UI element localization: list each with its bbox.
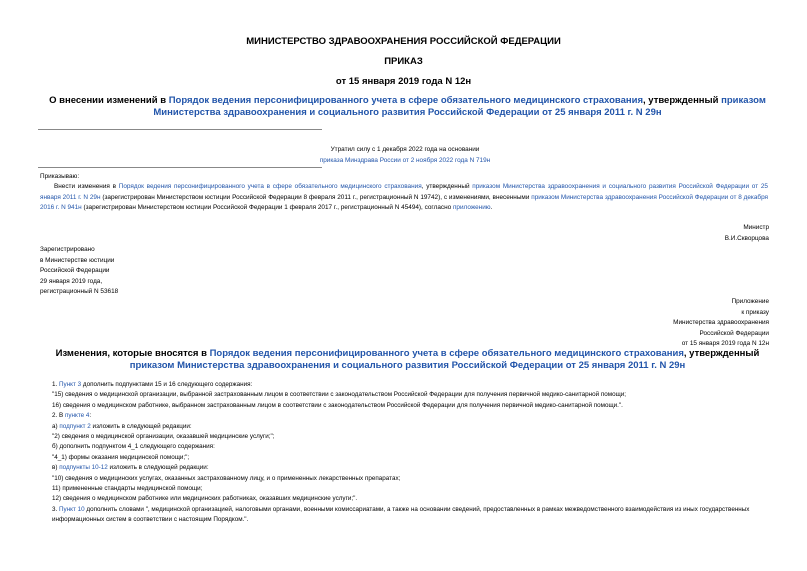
order-title bbox=[40, 95, 775, 119]
registration-line-2: в Министерстве юстиции bbox=[40, 256, 115, 264]
list-item: "10) сведения о медицинских услугах, оказанных застрахованному лицу, и о примененных лекарственных препаратах; bbox=[52, 474, 401, 482]
order-paragraph bbox=[40, 182, 768, 214]
paragraph-link-procedure[interactable]: Порядок ведения персонифицированного учета в сфере обязательного медицинского страхования bbox=[118, 183, 422, 190]
appendix-line-4: Российской Федерации bbox=[699, 329, 769, 337]
order-paragraph-end: . bbox=[490, 204, 493, 211]
order-paragraph-mid1: , утвержденный bbox=[421, 183, 473, 190]
list-item-text: дополнить словами ", медицинской организацией, налоговыми органами, военными комиссариатами, а также на основании сведений, предоставленных в рамках межведомственного взаимодействия из иных государственных информационных систем в соответствии с настоящим Порядком.". bbox=[52, 505, 750, 524]
list-item: "2) сведения о медицинской организации, оказавшей медицинские услуги;"; bbox=[52, 433, 275, 441]
list-item: 16) сведения о медицинском работнике, выбранном застрахованным лицом в соответствии с законодательством Российской Федерации для получения первичной медико-санитарной помощи.". bbox=[52, 401, 623, 409]
list-item-prefix: 3. bbox=[52, 505, 60, 513]
lost-force-link[interactable]: приказа Минздрава России от 2 ноября 2022 года N 719н bbox=[319, 157, 491, 164]
list-item bbox=[52, 380, 772, 390]
list-item-prefix: а) bbox=[52, 422, 60, 430]
lost-force-note bbox=[290, 144, 520, 166]
list-item: б) дополнить подпунктом 4_1 следующего содержания: bbox=[52, 443, 215, 451]
appendix-line-3: Министерства здравоохранения bbox=[673, 319, 769, 326]
appendix-line-2: к приказу bbox=[741, 308, 769, 316]
order-heading: ПРИКАЗ bbox=[384, 56, 423, 67]
title-link-procedure[interactable]: Порядок ведения персонифицированного учета в сфере обязательного медицинского страхования bbox=[168, 95, 644, 106]
order-title-middle: , утвержденный bbox=[643, 95, 722, 106]
list-item: "4_1) формы оказания медицинской помощи;"; bbox=[52, 453, 190, 461]
changes-title-prefix: Изменения, которые вносятся в bbox=[55, 348, 210, 359]
appendix-block bbox=[673, 297, 769, 350]
list-item bbox=[52, 411, 772, 421]
list-item: "15) сведения о медицинской организации, выбранной застрахованным лицом в соответствии с законодательством Российской Федерации для получения первичной медико-санитарной помощи; bbox=[52, 391, 627, 399]
appendix-line-5: от 15 января 2019 года N 12н bbox=[681, 340, 769, 347]
changes-title bbox=[40, 348, 775, 372]
divider-top bbox=[38, 129, 322, 130]
list-item: 11) примененные стандарты медицинской помощи; bbox=[52, 485, 203, 493]
list-item-prefix: 1. bbox=[52, 381, 60, 388]
list-item-prefix: в) bbox=[52, 464, 60, 472]
changes-list bbox=[52, 380, 772, 526]
order-word: Приказываю: bbox=[40, 173, 80, 180]
paragraph-link-order-29n[interactable]: приказом Министерства здравоохранения и социального развития Российской Федерации от 25 января 2011 г. N 29н bbox=[40, 183, 768, 201]
list-item bbox=[52, 505, 772, 526]
ministry-heading: МИНИСТЕРСТВО ЗДРАВООХРАНЕНИЯ РОССИЙСКОЙ ФЕДЕРАЦИИ bbox=[246, 36, 561, 47]
appendix-line-1: Приложение bbox=[731, 298, 769, 305]
changes-link-order-29n[interactable]: приказом Министерства здравоохранения и социального развития Российской Федерации от 25 января 2011 г. N 29н bbox=[129, 360, 686, 371]
list-item bbox=[52, 463, 772, 473]
list-item-text: дополнить подпунктами 15 и 16 следующего содержания: bbox=[81, 381, 253, 388]
signature-block bbox=[725, 223, 769, 244]
link-subclauses-10-12[interactable]: подпункты 10-12 bbox=[59, 464, 108, 472]
registration-line-1: Зарегистрировано bbox=[40, 246, 95, 253]
list-item bbox=[52, 422, 772, 432]
changes-title-middle: , утвержденный bbox=[683, 348, 760, 359]
link-clause-4[interactable]: пункте 4 bbox=[64, 412, 90, 420]
list-item-text: изложить в следующей редакции: bbox=[107, 464, 209, 472]
list-item-prefix: 2. В bbox=[52, 412, 65, 420]
link-subclause-2[interactable]: подпункт 2 bbox=[59, 422, 91, 430]
lost-force-text: Утратил силу с 1 декабря 2022 года на основании bbox=[330, 146, 480, 153]
order-date: от 15 января 2019 года N 12н bbox=[335, 76, 472, 87]
list-item: 12) сведения о медицинском работнике или медицинских работниках, оказавших медицинские услуги;". bbox=[52, 495, 358, 503]
link-clause-3[interactable]: Пункт 3 bbox=[59, 381, 82, 388]
link-clause-10[interactable]: Пункт 10 bbox=[59, 505, 85, 513]
order-title-prefix: О внесении изменений в bbox=[49, 95, 169, 106]
signature-position: Министр bbox=[743, 224, 769, 231]
registration-line-4: 29 января 2019 года, bbox=[40, 277, 103, 285]
list-item-text: изложить в следующей редакции: bbox=[90, 422, 192, 430]
order-paragraph-mid3: (зарегистрирован Министерством юстиции Российской Федерации 1 февраля 2017 г., регистрационный N 45494), согласно bbox=[81, 204, 453, 211]
list-item-text: : bbox=[89, 412, 92, 420]
order-paragraph-prefix: Внести изменения в bbox=[54, 183, 119, 190]
paragraph-link-order-941n[interactable]: приказом Министерства здравоохранения Российской Федерации от 8 декабря 2016 г. N 941н bbox=[40, 193, 769, 211]
order-paragraph-mid2: (зарегистрирован Министерством юстиции Российской Федерации 8 февраля 2011 г., регистрационный N 19742), с изменениями, внесенными bbox=[100, 193, 532, 201]
title-link-order-29n[interactable]: приказом Министерства здравоохранения и социального развития Российской Федерации от 25 января 2011 г. N 29н bbox=[153, 95, 766, 118]
changes-link-procedure[interactable]: Порядок ведения персонифицированного учета в сфере обязательного медицинского страхования bbox=[209, 348, 684, 359]
registration-line-5: регистрационный N 53618 bbox=[40, 288, 119, 295]
divider-bottom bbox=[38, 167, 322, 168]
signature-name: В.И.Скворцова bbox=[724, 234, 769, 242]
paragraph-link-appendix[interactable]: приложению bbox=[452, 204, 491, 211]
registration-block bbox=[40, 245, 118, 298]
registration-line-3: Российской Федерации bbox=[40, 267, 110, 274]
